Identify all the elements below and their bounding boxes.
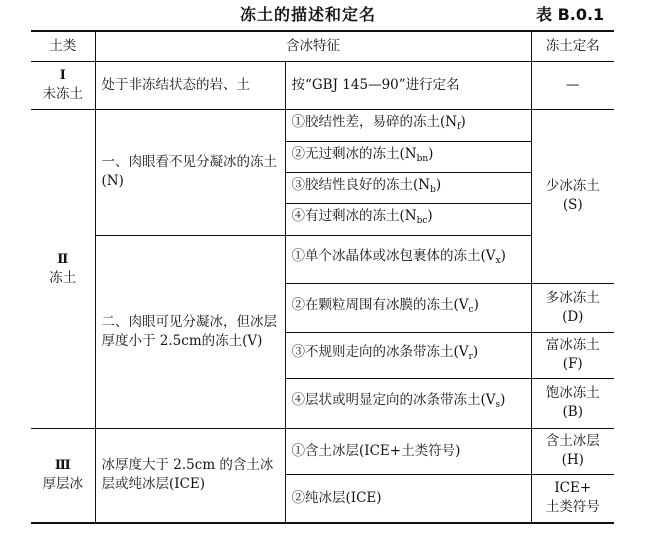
group2-sub-a-item-4: ④有过剩冰的冻土$(N_{bc})$ <box>285 203 531 235</box>
group2-numeral: Ⅱ <box>57 251 69 267</box>
table-row <box>31 428 614 474</box>
table-row <box>31 109 614 141</box>
group1-numeral: Ⅰ <box>59 68 66 83</box>
group2-sub-b-name-4: 饱冰冻土 (B) <box>531 378 614 428</box>
group2-sub-a-item-2: ②无过剩冰的冻土$(N_{bn})$ <box>285 141 531 172</box>
group2-sub-b-name-2: 多冰冻土 (D) <box>531 283 614 332</box>
group1-class-cell <box>31 61 95 109</box>
group3-desc: 冰厚度大于 2.5cm 的含土冰层或纯冰层(ICE) <box>95 428 285 523</box>
table-row <box>31 61 614 109</box>
group2-sub-b-item-2: ②在颗粒周围有冰膜的冻土$(V_c)$ <box>285 283 531 332</box>
group3-label: 厚层冰 <box>42 476 83 493</box>
header-frozen-name: 冻土定名 <box>531 31 614 61</box>
table-number: 表 B.0.1 <box>536 5 605 24</box>
group2-sub-a-item-1: ①胶结性差，易碎的冻土$(N_f)$ <box>285 109 531 141</box>
group1-desc: 处于非冻结状态的岩、土 <box>95 61 285 109</box>
group2-sub-a-item-3: ③胶结性良好的冻土$(N_b)$ <box>285 172 531 203</box>
table-title: 冻土的描述和定名 <box>240 5 377 24</box>
group2-sub-a-desc: 一、肉眼看不见分凝冰的冻土(N) <box>95 109 285 235</box>
table-row <box>31 235 614 283</box>
group3-class-cell <box>31 428 95 523</box>
group2-sub-b-item-4: ④层状或明显定向的冰条带冻土$(V_s)$ <box>285 378 531 428</box>
title-row <box>0 0 661 28</box>
group2-sub-b-name-3: 富冰冻土 (F) <box>531 332 614 378</box>
header-ice-features: 含冰特征 <box>95 31 531 61</box>
header-soil-class: 土类 <box>31 31 95 61</box>
group3-item-1: ①含土冰层(ICE+土类符号) <box>285 428 531 474</box>
group2-sub-b-desc: 二、肉眼可见分凝冰，但冰层厚度小于 2.5cm的冻土(V) <box>95 235 285 428</box>
group3-name-1: 含土冰层 (H) <box>531 428 614 474</box>
group1-label: 未冻土 <box>42 86 83 102</box>
group2-class-cell <box>31 109 95 428</box>
frozen-soil-table <box>31 30 614 524</box>
group1-name: — <box>531 61 614 109</box>
header-row <box>31 31 614 61</box>
group1-feature: 按“GBJ 145—90”进行定名 <box>285 61 531 109</box>
group2-sub-b-item-3: ③不规则走向的冰条带冻土$(V_r)$ <box>285 332 531 378</box>
group2-sub-b-item-1: ①单个冰晶体或冰包裹体的冻土$(V_x)$ <box>285 235 531 283</box>
group2-sub-a-name: 少冰冻土 (S) <box>531 109 614 283</box>
group3-numeral: Ⅲ <box>54 458 71 474</box>
group3-name-2: ICE+ 土类符号 <box>531 474 614 523</box>
group3-item-2: ②纯冰层(ICE) <box>285 474 531 523</box>
group2-label: 冻土 <box>49 269 77 286</box>
